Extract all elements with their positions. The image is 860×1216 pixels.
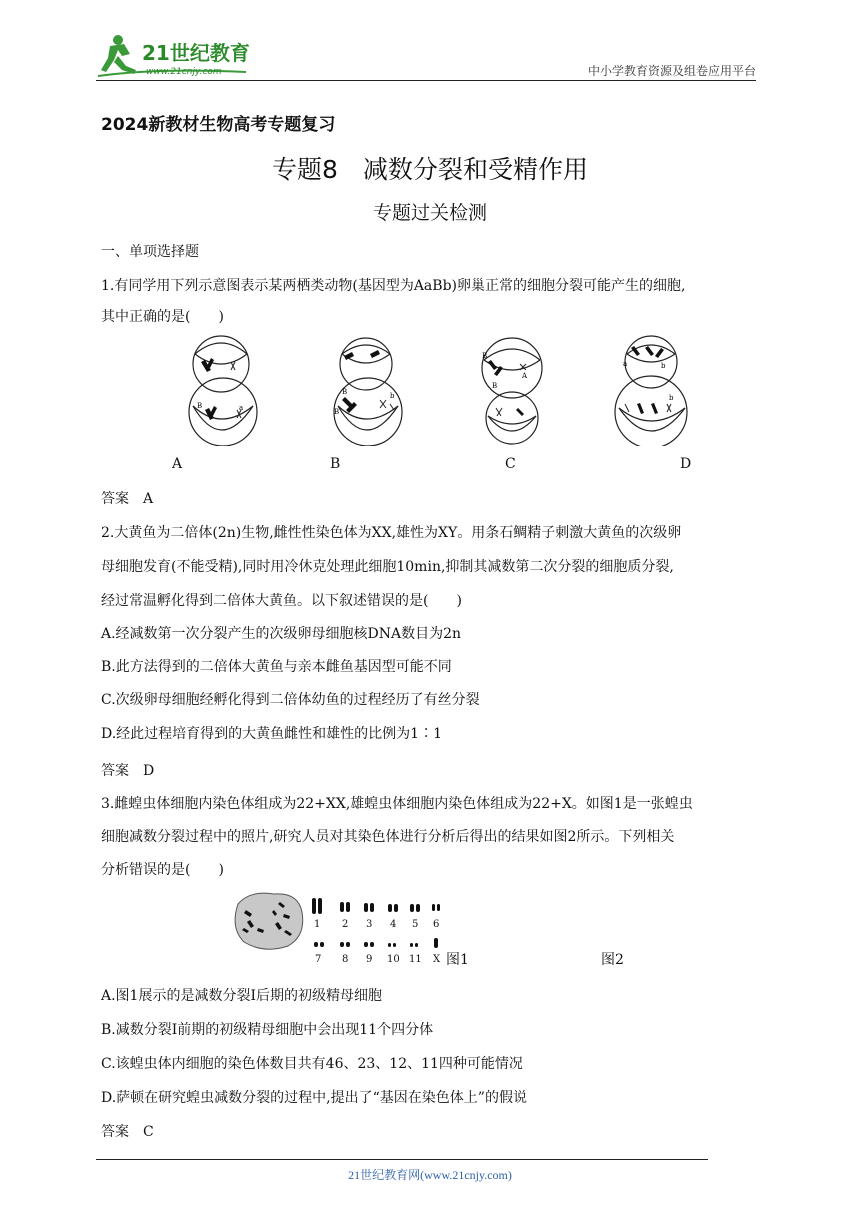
main-title: 专题8 减数分裂和受精作用	[272, 155, 588, 184]
svg-text:B: B	[342, 388, 348, 396]
cell-label-c: C	[505, 456, 516, 472]
sub-title: 专题过关检测	[372, 202, 487, 224]
karyo-label-8: 8	[342, 954, 349, 965]
karyo-label-5: 5	[412, 919, 419, 930]
site-logo	[96, 32, 266, 80]
micrograph-figure-1	[230, 888, 306, 954]
karyotype-figure-2	[306, 896, 456, 968]
q3-stem-line2: 细胞减数分裂过程中的照片,研究人员对其染色体进行分析后得出的结果如图2所示。下列相关	[101, 829, 675, 845]
q2-option-a: A.经减数第一次分裂产生的次级卵母细胞核DNA数目为2n	[101, 626, 462, 642]
cell-diagram-c	[466, 334, 574, 446]
karyo-label-6: 6	[433, 919, 440, 930]
q3-stem-line1: 3.雌蝗虫体细胞内染色体组成为22+XX,雄蝗虫体细胞内染色体组成为22+X。如图1是一张蝗虫	[101, 796, 693, 812]
karyo-label-x: X	[433, 954, 441, 965]
cell-diagram-a	[175, 334, 283, 446]
svg-text:a: a	[623, 360, 628, 368]
svg-text:B: B	[482, 352, 488, 360]
q1-answer: 答案 A	[101, 491, 154, 507]
cell-label-b: B	[330, 456, 341, 472]
header-platform-text: 中小学教育资源及组卷应用平台	[587, 64, 756, 78]
karyo-label-4: 4	[390, 919, 397, 930]
course-title: 2024新教材生物高考专题复习	[101, 115, 336, 135]
q2-option-c: C.次级卵母细胞经孵化得到二倍体幼鱼的过程经历了有丝分裂	[101, 692, 480, 708]
karyo-label-9: 9	[366, 954, 373, 965]
cell-label-d: D	[680, 456, 692, 472]
q3-answer: 答案 C	[101, 1124, 154, 1140]
svg-text:B: B	[334, 408, 340, 416]
cell-label-a: A	[172, 456, 183, 472]
svg-text:B: B	[492, 382, 498, 390]
figure-2-label: 图2	[601, 952, 624, 968]
karyo-label-11: 11	[409, 954, 422, 965]
q2-stem-line3: 经过常温孵化得到二倍体大黄鱼。以下叙述错误的是( )	[101, 593, 462, 609]
svg-text:a: a	[239, 404, 244, 412]
karyo-label-10: 10	[387, 954, 400, 965]
q3-stem-line3: 分析错误的是( )	[101, 862, 224, 878]
q1-stem-line2: 其中正确的是( )	[101, 309, 224, 325]
q3-option-b: B.减数分裂Ⅰ前期的初级精母细胞中会出现11个四分体	[101, 1022, 434, 1038]
karyo-label-1: 1	[314, 919, 321, 930]
logo-url: www.21cnjy.com	[146, 67, 222, 77]
header-divider	[96, 80, 756, 81]
footer-divider	[96, 1159, 708, 1160]
q2-option-b: B.此方法得到的二倍体大黄鱼与亲本雌鱼基因型可能不同	[101, 659, 452, 675]
q2-stem-line1: 2.大黄鱼为二倍体(2n)生物,雌性性染色体为XX,雄性为XY。用条石鲷精子刺激大黄鱼的次级卵	[101, 525, 682, 541]
q2-option-d: D.经此过程培育得到的大黄鱼雌性和雄性的比例为1∶1	[101, 726, 442, 742]
svg-text:A: A	[522, 372, 528, 380]
karyo-label-3: 3	[366, 919, 373, 930]
logo-text: 21世纪教育	[142, 41, 250, 65]
footer-site-link[interactable]: 21世纪教育网(www.21cnjy.com)	[348, 1168, 512, 1182]
cell-diagram-d	[605, 334, 713, 446]
cell-diagram-b	[320, 334, 428, 446]
svg-text:b: b	[390, 392, 395, 400]
section-title: 一、单项选择题	[101, 244, 199, 260]
q3-option-d: D.萨顿在研究蝗虫减数分裂的过程中,提出了“基因在染色体上”的假说	[101, 1090, 527, 1106]
figure-1-label: 图1	[446, 952, 469, 968]
q2-answer: 答案 D	[101, 763, 155, 779]
svg-text:b: b	[669, 394, 674, 402]
q3-option-c: C.该蝗虫体内细胞的染色体数目共有46、23、12、11四种可能情况	[101, 1056, 523, 1072]
svg-text:b: b	[661, 362, 666, 370]
karyo-label-7: 7	[315, 954, 322, 965]
q2-stem-line2: 母细胞发育(不能受精),同时用冷休克处理此细胞10min,抑制其减数第二次分裂的细胞质分裂,	[101, 559, 674, 575]
svg-text:B: B	[197, 402, 203, 410]
q3-option-a: A.图1展示的是减数分裂Ⅰ后期的初级精母细胞	[101, 988, 382, 1004]
q1-stem-line1: 1.有同学用下列示意图表示某两栖类动物(基因型为AaBb)卵巢正常的细胞分裂可能产生的细胞,	[101, 278, 686, 294]
karyo-label-2: 2	[342, 919, 349, 930]
